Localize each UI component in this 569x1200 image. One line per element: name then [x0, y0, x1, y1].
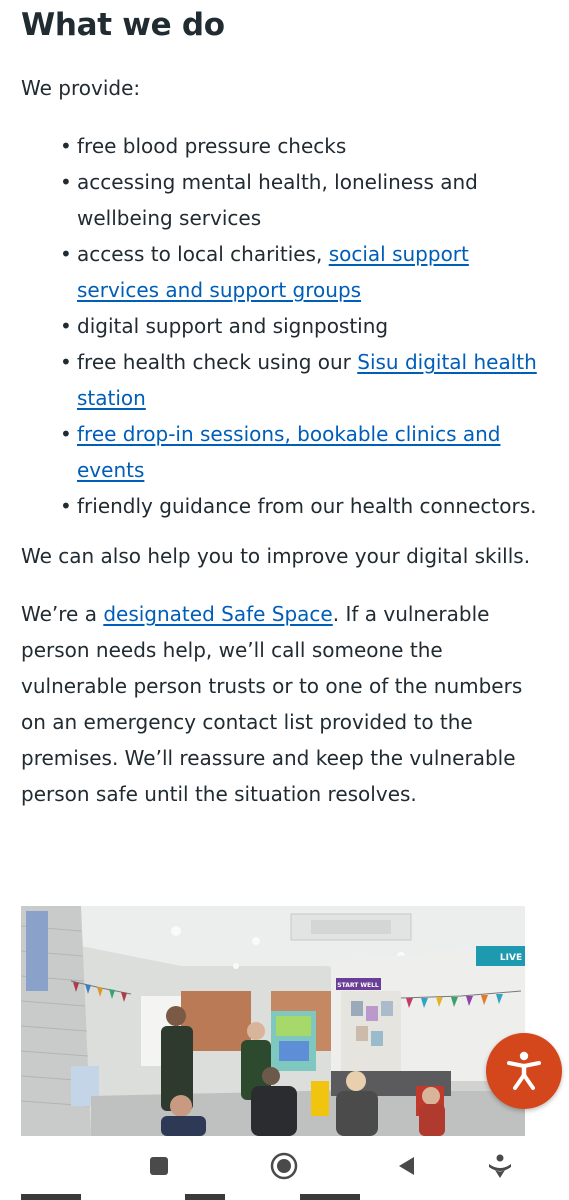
- list-item: [77, 344, 551, 416]
- social-support-link[interactable]: social support services and support groups: [77, 242, 469, 302]
- service-text: digital support and signposting: [77, 314, 389, 338]
- back-triangle-icon: [396, 1155, 418, 1177]
- photo-edge-strip: [185, 1194, 225, 1200]
- home-circle-icon: [269, 1151, 299, 1181]
- list-item: [77, 488, 551, 524]
- health-hub-photo: [21, 906, 525, 1136]
- list-item: [77, 308, 551, 344]
- safe-space-paragraph: [21, 596, 551, 812]
- main-content: [21, 0, 551, 812]
- service-text: free health check using our: [77, 350, 358, 374]
- assistant-icon: [486, 1152, 514, 1180]
- service-text: friendly guidance from our health connectors.: [77, 494, 537, 518]
- recents-square-icon: [148, 1155, 170, 1177]
- bottom-edge-strip: [0, 1194, 569, 1200]
- photo-edge-strip: [21, 1194, 81, 1200]
- start-well-sign: START WELL: [337, 982, 379, 989]
- back-button[interactable]: [387, 1146, 427, 1186]
- services-list: [21, 128, 551, 524]
- list-item: [77, 236, 551, 308]
- system-navigation-bar: [0, 1136, 569, 1194]
- intro-text: We provide:: [21, 76, 141, 100]
- safe-space-prefix: We’re a: [21, 602, 104, 626]
- accessibility-person-icon: [501, 1048, 547, 1094]
- safe-space-link[interactable]: designated Safe Space: [103, 602, 333, 626]
- live-sign: LIVE: [499, 953, 523, 963]
- assistant-button[interactable]: [480, 1146, 520, 1186]
- sisu-health-station-link[interactable]: Sisu digital health station: [77, 350, 537, 410]
- section-heading: What we do: [21, 7, 225, 43]
- photo-edge-strip: [300, 1194, 360, 1200]
- drop-in-sessions-link[interactable]: free drop-in sessions, bookable clinics and events: [77, 422, 501, 482]
- list-item: [77, 128, 551, 164]
- service-text: accessing mental health, loneliness and wellbeing services: [77, 170, 478, 230]
- service-text: access to local charities,: [77, 242, 329, 266]
- recents-button[interactable]: [139, 1146, 179, 1186]
- list-item: [77, 164, 551, 236]
- list-item: [77, 416, 551, 488]
- safe-space-suffix: . If a vulnerable person needs help, we’ll call someone the vulnerable person trusts or to one of the numbers on an emergency contact list provided to the premises. We’ll reassure and keep the vulnerable person safe until the situation resolves.: [21, 602, 523, 806]
- home-button[interactable]: [264, 1146, 304, 1186]
- digital-skills-text: We can also help you to improve your digital skills.: [21, 544, 531, 568]
- accessibility-button[interactable]: [486, 1033, 562, 1109]
- service-text: free blood pressure checks: [77, 134, 347, 158]
